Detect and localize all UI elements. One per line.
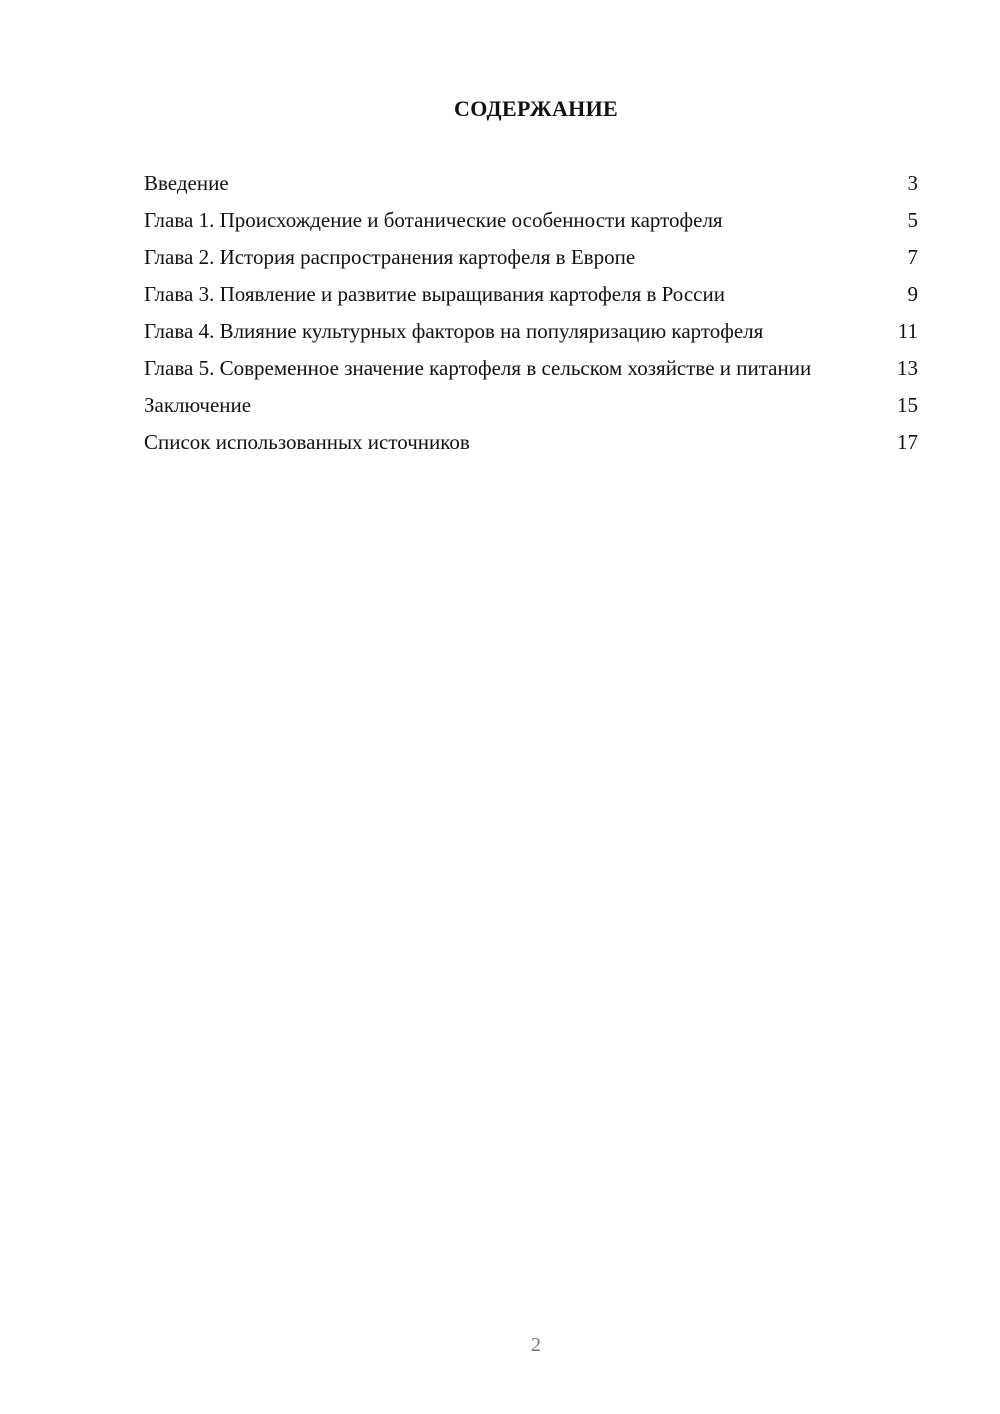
toc-entry-page: 7	[907, 245, 918, 269]
toc-entry-page: 5	[907, 208, 918, 232]
toc-entry-title: Глава 4. Влияние культурных факторов на популяризацию картофеля	[144, 319, 764, 343]
toc-entry-chapter-5[interactable]	[144, 355, 918, 381]
toc-entry-page: 13	[897, 356, 918, 380]
toc-entry-chapter-3[interactable]	[144, 281, 918, 307]
toc-entry-title: Введение	[144, 171, 229, 195]
toc-entry-title: Глава 2. История распространения картофеля в Европе	[144, 245, 636, 269]
toc-entry-chapter-2[interactable]	[144, 244, 918, 270]
toc-entry-chapter-4[interactable]	[144, 318, 918, 344]
toc-entry-page: 11	[897, 319, 918, 343]
toc-list	[144, 170, 918, 466]
toc-entry-conclusion[interactable]	[144, 392, 918, 418]
toc-entry-title: Список использованных источников	[144, 430, 470, 454]
toc-entry-title: Заключение	[144, 393, 252, 417]
page-number: 2	[531, 1334, 541, 1356]
toc-entry-page: 3	[907, 171, 918, 195]
toc-heading: СОДЕРЖАНИЕ	[454, 96, 618, 121]
toc-entry-page: 15	[897, 393, 918, 417]
toc-entry-introduction[interactable]	[144, 170, 918, 196]
toc-entry-page: 9	[907, 282, 918, 306]
toc-entry-title: Глава 1. Происхождение и ботанические особенности картофеля	[144, 208, 723, 232]
toc-entry-title: Глава 3. Появление и развитие выращивания картофеля в России	[144, 282, 725, 306]
toc-entry-page: 17	[897, 430, 918, 454]
toc-entry-chapter-1[interactable]	[144, 207, 918, 233]
toc-entry-title: Глава 5. Современное значение картофеля в сельском хозяйстве и питании	[144, 356, 812, 380]
toc-entry-references[interactable]	[144, 429, 918, 455]
